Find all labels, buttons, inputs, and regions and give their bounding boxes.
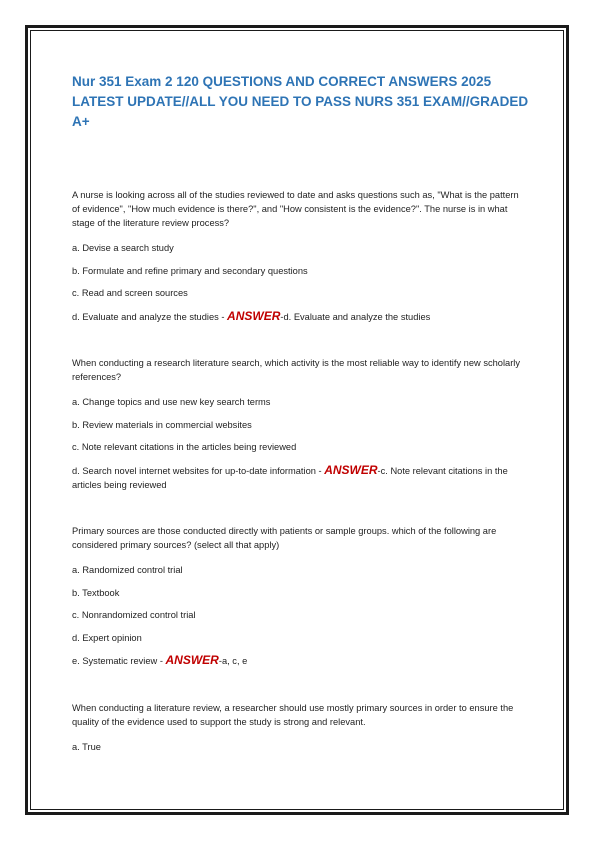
question-block (72, 701, 527, 754)
answer-option: a. Change topics and use new key search terms (72, 397, 271, 407)
question-block (72, 524, 527, 668)
answer-option-with-answer (72, 309, 527, 324)
spacer (72, 677, 527, 701)
answer-option-text: d. Search novel internet websites for up-to-date information - (72, 465, 325, 476)
answer-option: b. Formulate and refine primary and secondary questions (72, 265, 308, 276)
document-body (72, 188, 527, 762)
answer-option: a. Randomized control trial (72, 565, 183, 575)
question-block (72, 188, 527, 324)
correct-answer: -a, c, e (218, 656, 248, 666)
answer-label: ANSWER (324, 462, 378, 477)
answer-option-with-answer (72, 463, 527, 492)
answer-option: a. Devise a search study (72, 243, 174, 253)
answer-option-text: e. Systematic review - (72, 656, 166, 666)
answer-option-with-answer (72, 653, 527, 668)
question-block (72, 356, 527, 492)
answer-option: b. Textbook (72, 587, 120, 598)
answer-option: c. Note relevant citations in the articles being reviewed (72, 442, 297, 452)
answer-label: ANSWER (165, 653, 219, 667)
answer-option: c. Nonrandomized control trial (72, 610, 196, 620)
correct-answer: -c. Note relevant citations in the articles being reviewed (72, 465, 508, 490)
spacer (72, 500, 527, 524)
answer-option: b. Review materials in commercial websites (72, 419, 252, 430)
answer-option: c. Read and screen sources (72, 288, 188, 298)
spacer (72, 332, 527, 356)
question-text: A nurse is looking across all of the studies reviewed to date and asks questions such as, "What is the pattern of evidence", "How much evidence is there?", and "How consistent is the evidence?". The nurse is in what stage of the literature review process? (72, 190, 519, 228)
question-text: When conducting a research literature search, which activity is the most reliable way to identify new scholarly references? (72, 358, 521, 382)
answer-label: ANSWER (227, 308, 281, 323)
answer-option: d. Expert opinion (72, 632, 142, 643)
correct-answer: -d. Evaluate and analyze the studies (280, 311, 431, 322)
answer-option: a. True (72, 741, 101, 752)
document-title: Nur 351 Exam 2 120 QUESTIONS AND CORRECT ANSWERS 2025 LATEST UPDATE//ALL YOU NEED TO PASS NURS 351 EXAM//GRADED A+ (72, 74, 529, 129)
question-text: When conducting a literature review, a researcher should use mostly primary sources in order to ensure the quality of the evidence used to support the study is strong and relevant. (72, 702, 514, 727)
answer-option-text: d. Evaluate and analyze the studies - (72, 311, 228, 322)
question-text: Primary sources are those conducted directly with patients or sample groups. which of the following are considered primary sources? (select all that apply) (72, 526, 497, 550)
